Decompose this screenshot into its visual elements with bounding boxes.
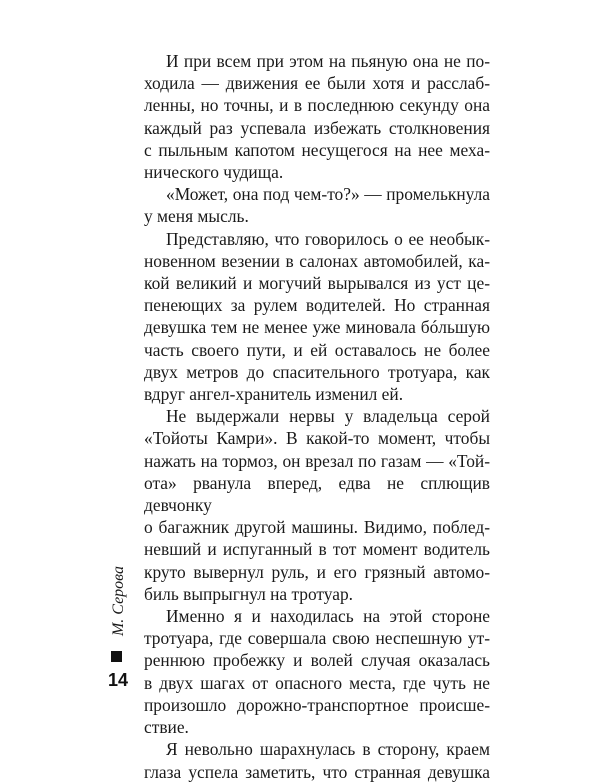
text-line: глаза успела заметить, что странная девушка bbox=[144, 761, 490, 782]
text-line: реннюю пробежку и волей случая оказалась bbox=[144, 650, 490, 671]
paragraph bbox=[144, 228, 490, 406]
paragraph bbox=[144, 183, 490, 227]
text-line: двух метров до спасительного тротуара, как bbox=[144, 361, 490, 382]
text-line: часть своего пути, и ей оставалось не более bbox=[144, 339, 490, 360]
text-line: нажать на тормоз, он врезал по газам — «Той- bbox=[144, 450, 490, 471]
text-line: невший и испуганный в тот момент водитель bbox=[144, 539, 490, 560]
text-line: ходила — движения ее были хотя и расслаб- bbox=[144, 73, 490, 94]
text-line: Представляю, что говорилось о ее необык- bbox=[166, 228, 490, 249]
text-line: нического чудища. bbox=[144, 162, 284, 183]
text-line: Не выдержали нервы у владельца серой bbox=[166, 406, 490, 427]
text-line: И при всем при этом на пьяную она не по- bbox=[166, 51, 490, 71]
text-line: в двух шагах от опасного места, где чуть не bbox=[144, 672, 490, 693]
text-line: девушка тем не менее уже миновала бóльшую bbox=[144, 317, 490, 338]
text-line: о багажник другой машины. Видимо, поблед- bbox=[144, 517, 490, 538]
text-line: с пыльным капотом несущегося на нее меха- bbox=[144, 139, 490, 160]
text-line: новенном везении в салонах автомобилей, ка- bbox=[144, 250, 490, 271]
text-line: произошло дорожно-транспортное происше- bbox=[144, 694, 490, 715]
text-line: вдруг ангел-хранитель изменил ей. bbox=[144, 384, 404, 405]
page-number: 14 bbox=[108, 670, 129, 690]
paragraph bbox=[144, 605, 490, 738]
text-line: «Может, она под чем-то?» — промелькнула bbox=[166, 184, 490, 205]
text-line: круто вывернул руль, и его грязный автомо- bbox=[144, 561, 490, 582]
text-line: Я невольно шарахнулась в сторону, краем bbox=[166, 739, 490, 760]
paragraph bbox=[144, 405, 490, 605]
text-line: ота» рванула вперед, едва не сплющив девчонку bbox=[144, 472, 490, 516]
text-line: кой великий и могучий вырывался из уст це- bbox=[144, 273, 490, 294]
running-head-author bbox=[108, 556, 130, 646]
page-marker-square bbox=[111, 651, 122, 662]
text-line: пенеющих за рулем водителей. Но странная bbox=[144, 295, 490, 316]
text-line: «Тойоты Камри». В какой-то момент, чтобы bbox=[144, 428, 490, 449]
text-line: Именно я и находилась на этой стороне bbox=[166, 606, 490, 627]
paragraph bbox=[144, 738, 490, 782]
text-line: у меня мысль. bbox=[144, 206, 249, 227]
text-line: ленны, но точны, и в последнюю секунду она bbox=[144, 95, 490, 116]
text-line: ствие. bbox=[144, 717, 189, 738]
author-name: М. Серова bbox=[110, 565, 128, 637]
text-line: каждый раз успевала избежать столкновения bbox=[144, 117, 490, 138]
text-line: биль выпрыгнул на тротуар. bbox=[144, 583, 354, 604]
paragraph bbox=[144, 50, 490, 183]
text-line: тротуара, где совершала свою неспешную ут- bbox=[144, 628, 490, 649]
body-text bbox=[144, 50, 490, 783]
